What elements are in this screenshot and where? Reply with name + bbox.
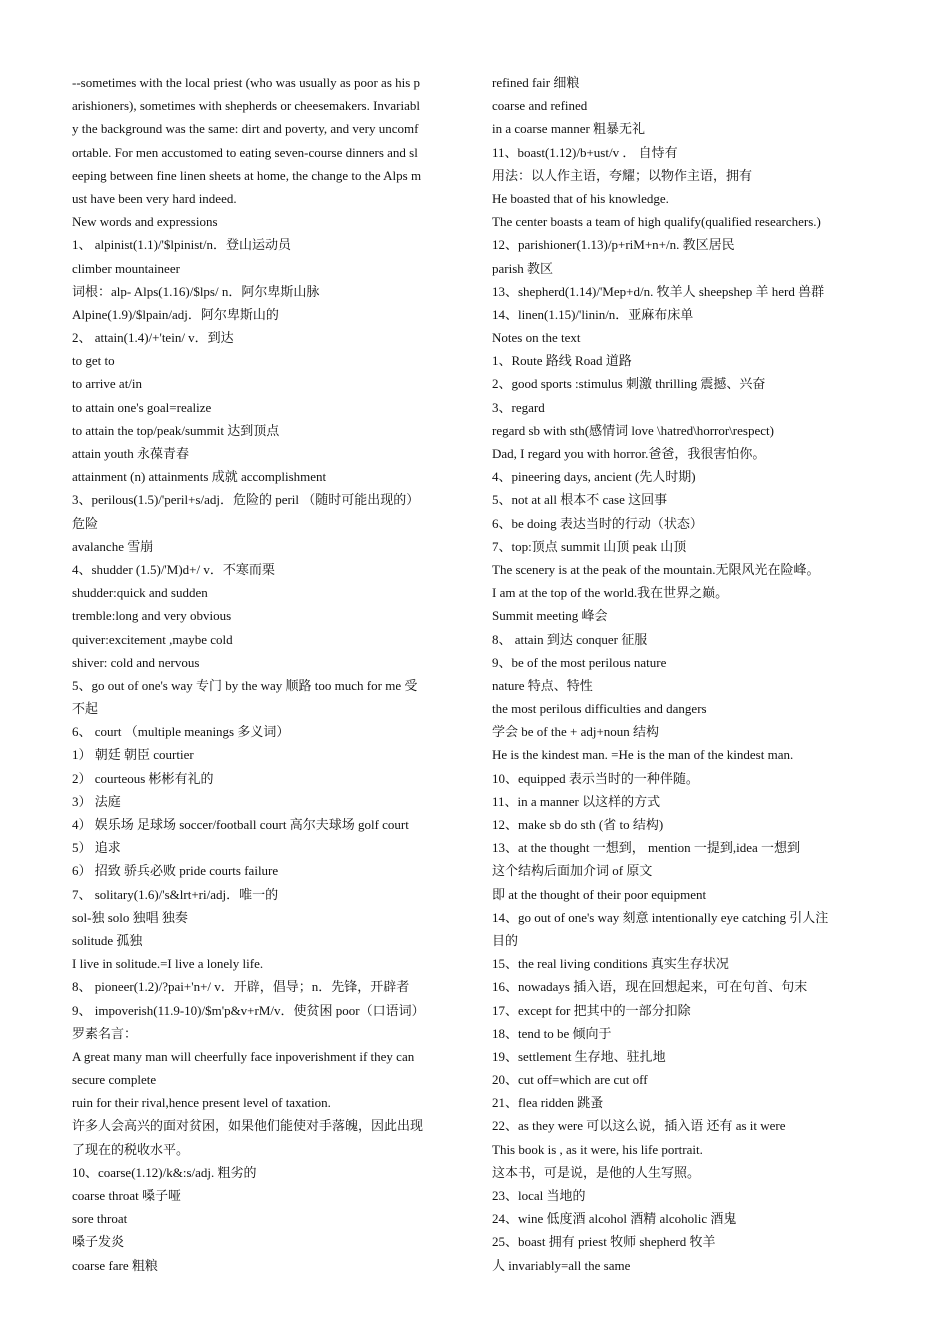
text-line: eeping between fine linen sheets at home, the change to the Alps m: [72, 167, 422, 183]
text-line: coarse throat 嗓子哑: [72, 1188, 182, 1203]
text-line: shudder:quick and sudden: [72, 585, 208, 601]
text-line: attainment (n) attainments 成就 accomplishment: [72, 469, 327, 485]
text-line: 目的: [492, 932, 519, 948]
text-line: The scenery is at the peak of the mountain.无限风光在险峰。: [492, 561, 820, 577]
text-line: 许多人会高兴的面对贫困，如果他们能使对手落魄，因此出现: [72, 1118, 424, 1134]
text-line: 21、flea ridden 跳蚤: [492, 1095, 604, 1111]
text-line: ruin for their rival,hence present level of taxation.: [72, 1095, 331, 1111]
text-line: The center boasts a team of high qualify(qualified researchers.): [492, 214, 821, 230]
text-line: coarse fare 粗粮: [72, 1257, 158, 1273]
text-line: 6、 court （multiple meanings 多义词）: [72, 724, 290, 740]
text-line: 6） 招致 骄兵必败 pride courts failure: [72, 863, 279, 879]
text-line: I live in solitude.=I live a lonely life.: [72, 956, 264, 972]
text-line: 17、except for 把其中的一部分扣除: [492, 1002, 691, 1018]
text-line: 这本书，可是说，是他的人生写照。: [492, 1164, 701, 1180]
text-line: 6、be doing 表达当时的行动（状态）: [492, 515, 703, 531]
text-line: to attain the top/peak/summit 达到顶点: [72, 422, 280, 438]
left-column: [72, 71, 460, 1277]
text-line: 2、good sports :stimulus 刺激 thrilling 震撼、兴奋: [492, 376, 766, 392]
text-line: He is the kindest man. =He is the man of the kindest man.: [492, 747, 794, 763]
text-line: ust have been very hard indeed.: [72, 190, 237, 206]
text-line: 5、go out of one's way 专门 by the way 顺路 too much for me 受: [72, 677, 418, 693]
text-line: the most perilous difficulties and dangers: [492, 701, 707, 717]
text-line: parish 教区: [492, 260, 554, 276]
text-line: 5、not at all 根本不 case 这回事: [492, 492, 668, 508]
text-line: 4、pineering days, ancient (先人时期): [492, 469, 696, 485]
text-line: coarse and refined: [492, 98, 588, 114]
text-line: This book is , as it were, his life portrait.: [492, 1141, 703, 1157]
text-line: to arrive at/in: [72, 376, 143, 392]
text-line: shiver: cold and nervous: [72, 654, 200, 670]
text-line: 3） 法庭: [72, 793, 121, 809]
text-line: 22、as they were 可以这么说，插入语 还有 as it were: [492, 1118, 786, 1134]
text-line: New words and expressions: [72, 214, 218, 230]
text-line: to attain one's goal=realize: [72, 399, 212, 415]
text-line: regard sb with sth(感情词 love \hatred\horror\respect): [492, 422, 774, 438]
text-line: 9、 impoverish(11.9-10)/$m'p&v+rM/v．使贫困 poor（口语词）: [72, 1002, 425, 1018]
text-line: nature 特点、特性: [492, 677, 593, 693]
text-line: 23、local 当地的: [492, 1188, 586, 1203]
text-line: in a coarse manner 粗暴无礼: [492, 121, 646, 137]
text-line: 16、nowadays 插入语，现在回想起来，可在句首、句末: [492, 979, 808, 995]
text-line: 11、in a manner 以这样的方式: [492, 793, 661, 809]
text-line: 20、cut off=which are cut off: [492, 1072, 648, 1088]
text-line: 14、linen(1.15)/'linin/n．亚麻布床单: [492, 306, 694, 322]
text-line: 11、boast(1.12)/b+ust/v ． 自恃有: [492, 144, 678, 160]
text-line: A great many man will cheerfully face inpoverishment if they can: [72, 1048, 415, 1064]
text-line: 即 at the thought of their poor equipment: [492, 886, 707, 902]
text-line: sore throat: [72, 1211, 128, 1227]
text-line: 9、be of the most perilous nature: [492, 654, 667, 670]
text-line: 用法：以人作主语，夸耀；以物作主语，拥有: [492, 167, 753, 183]
text-line: tremble:long and very obvious: [72, 608, 232, 624]
text-line: 1、Route 路线 Road 道路: [492, 353, 632, 369]
text-line: arishioners), sometimes with shepherds or cheesemakers. Invariabl: [72, 98, 421, 114]
text-line: attain youth 永葆青春: [72, 446, 189, 461]
text-line: --sometimes with the local priest (who was usually as poor as his p: [72, 75, 421, 90]
text-line: 2） courteous 彬彬有礼的: [72, 770, 214, 786]
text-line: 4） 娱乐场 足球场 soccer/football court 高尔夫球场 golf court: [72, 817, 409, 832]
text-line: 13、at the thought 一想到， mention 一提到,idea 一想到: [492, 840, 800, 856]
text-line: 10、coarse(1.12)/k&:s/adj. 粗劣的: [72, 1164, 257, 1180]
text-line: 25、boast 拥有 priest 牧师 shepherd 牧羊: [492, 1234, 716, 1250]
text-line: quiver:excitement ,maybe cold: [72, 631, 233, 647]
text-line: He boasted that of his knowledge.: [492, 190, 669, 206]
text-line: 13、shepherd(1.14)/'Mep+d/n. 牧羊人 sheepshep 羊 herd 兽群: [492, 283, 825, 299]
text-line: 12、make sb do sth (省 to 结构): [492, 817, 664, 832]
text-line: 8、 pioneer(1.2)/?pai+'n+/ v．开辟，倡导；n．先锋，开辟者: [72, 979, 410, 995]
text-line: 1、 alpinist(1.1)/'$lpinist/n．登山运动员: [72, 237, 292, 253]
text-line: 10、equipped 表示当时的一种伴随。: [492, 770, 699, 786]
text-line: 危险: [72, 515, 99, 531]
text-line: 学会 be of the + adj+noun 结构: [492, 724, 660, 740]
text-line: 8、 attain 到达 conquer 征服: [492, 631, 648, 647]
text-line: 4、shudder (1.5)/'M)d+/ v．不寒而栗: [72, 561, 275, 577]
text-line: climber mountaineer: [72, 260, 180, 276]
text-line: 7、top:顶点 summit 山顶 peak 山顶: [492, 538, 687, 554]
text-line: 3、perilous(1.5)/'peril+s/adj．危险的 peril （随时可能出现的）: [72, 492, 420, 508]
text-line: ortable. For men accustomed to eating seven-course dinners and sl: [72, 144, 418, 160]
text-line: 7、 solitary(1.6)/'s&lrt+ri/adj．唯一的: [72, 886, 279, 902]
text-line: sol-独 solo 独唱 独奏: [72, 909, 188, 925]
text-line: 嗓子发炎: [72, 1234, 125, 1250]
text-line: 1） 朝廷 朝臣 courtier: [72, 747, 194, 763]
text-line: 18、tend to be 倾向于: [492, 1025, 612, 1041]
text-line: 2、 attain(1.4)/+'tein/ v．到达: [72, 330, 234, 346]
text-line: 人 invariably=all the same: [492, 1257, 631, 1273]
text-line: 24、wine 低度酒 alcohol 酒精 alcoholic 酒鬼: [492, 1211, 737, 1227]
text-line: Summit meeting 峰会: [492, 608, 608, 624]
text-line: refined fair 细粮: [492, 75, 580, 90]
text-line: 这个结构后面加介词 of 原文: [492, 863, 653, 879]
text-line: 了现在的税收水平。: [72, 1141, 190, 1157]
text-line: 12、parishioner(1.13)/p+riM+n+/n. 教区居民: [492, 237, 735, 253]
text-line: solitude 孤独: [72, 932, 143, 948]
text-line: 19、settlement 生存地、驻扎地: [492, 1048, 666, 1064]
text-line: 3、regard: [492, 399, 545, 415]
text-line: I am at the top of the world.我在世界之巅。: [492, 585, 729, 601]
text-line: 词根：alp- Alps(1.16)/$lps/ n．阿尔卑斯山脉: [72, 283, 320, 299]
text-line: secure complete: [72, 1072, 157, 1088]
text-line: Alpine(1.9)/$lpain/adj．阿尔卑斯山的: [72, 306, 279, 322]
text-line: 15、the real living conditions 真实生存状况: [492, 956, 729, 972]
text-line: Dad, I regard you with horror.爸爸，我很害怕你。: [492, 446, 766, 461]
text-line: 不起: [72, 701, 99, 717]
right-column: [492, 71, 882, 1277]
text-line: 14、go out of one's way 刻意 intentionally eye catching 引人注: [492, 909, 829, 925]
text-line: 5） 追求: [72, 840, 121, 856]
text-line: Notes on the text: [492, 330, 581, 346]
text-line: y the background was the same: dirt and poverty, and very uncomf: [72, 121, 419, 137]
text-line: to get to: [72, 353, 115, 369]
text-line: 罗素名言：: [72, 1025, 138, 1041]
text-line: avalanche 雪崩: [72, 538, 154, 554]
